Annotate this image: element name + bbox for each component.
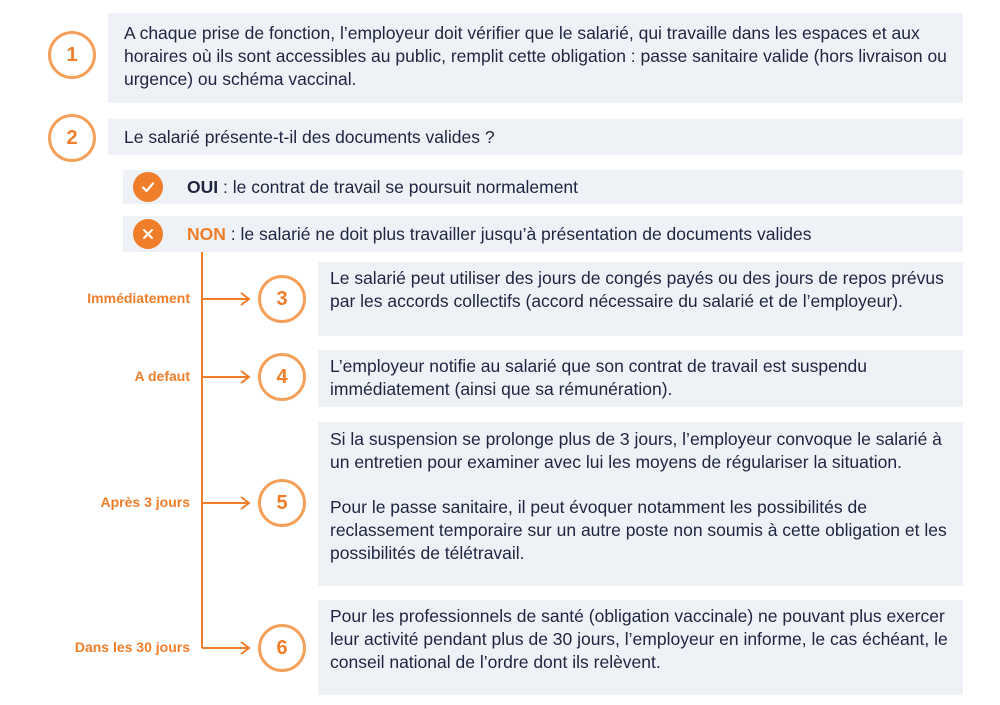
non-row (123, 216, 963, 252)
step-5-box (318, 422, 963, 586)
non-keyword: NON (187, 224, 226, 244)
arrow-apres-3-jours (202, 497, 249, 509)
non-text: : le salarié ne doit plus travailler jusqu’à présentation de documents valides (225, 224, 812, 244)
step-3-text: Le salarié peut utiliser des jours de congés payés ou des jours de repos prévus par les accords collectifs (accord nécessaire du salarié et de l’employeur). (330, 268, 944, 311)
oui-text: : le contrat de travail se poursuit normalement (218, 177, 579, 197)
step-1-box (108, 13, 963, 103)
label-apres-3-jours: Après 3 jours (100, 494, 190, 510)
oui-row (123, 170, 963, 204)
step-6-box (318, 600, 963, 695)
step-6-number: 6 (258, 624, 306, 672)
step-5-number: 5 (258, 479, 306, 527)
step-3-number: 3 (258, 275, 306, 323)
step-4-text: L’employeur notifie au salarié que son contrat de travail est suspendu immédiatement (ainsi que sa rémunération). (330, 356, 867, 399)
arrow-a-defaut (202, 371, 249, 383)
step-1-number: 1 (48, 31, 96, 79)
label-immediatement: Immédiatement (87, 290, 190, 306)
step-5-text-2: Pour le passe sanitaire, il peut évoquer notamment les possibilités de reclassement temporaire sur un autre poste non soumis à cette obligation et les possibilités de télétravail. (330, 497, 947, 563)
step-6-text: Pour les professionnels de santé (obligation vaccinale) ne pouvant plus exercer leur activité pendant plus de 30 jours, l’employeur en informe, le cas échéant, le conseil national de l’ordre dont ils relèvent. (330, 606, 948, 672)
step-2-number: 2 (48, 114, 96, 162)
step-4-number: 4 (258, 353, 306, 401)
step-4-box (318, 350, 963, 407)
step-2-text: Le salarié présente-t-il des documents valides ? (124, 127, 495, 147)
label-a-defaut: A defaut (134, 368, 190, 384)
label-dans-30-jours: Dans les 30 jours (74, 639, 190, 655)
close-icon (133, 219, 163, 249)
step-3-box (318, 262, 963, 336)
oui-keyword: OUI (187, 177, 219, 197)
step-1-text: A chaque prise de fonction, l’employeur doit vérifier que le salarié, qui travaille dans les espaces et aux horaires où ils sont accessibles au public, remplit cette obligation : passe sanitaire valide (hors livraison ou urgence) ou schéma vaccinal. (124, 23, 947, 89)
step-2-box (108, 119, 963, 155)
arrow-immediatement (202, 293, 249, 305)
step-5-text-1: Si la suspension se prolonge plus de 3 jours, l’employeur convoque le salarié à un entretien pour examiner avec lui les moyens de régulariser la situation. (330, 429, 942, 472)
check-icon (133, 172, 163, 202)
arrow-dans-30-jours (202, 642, 249, 654)
